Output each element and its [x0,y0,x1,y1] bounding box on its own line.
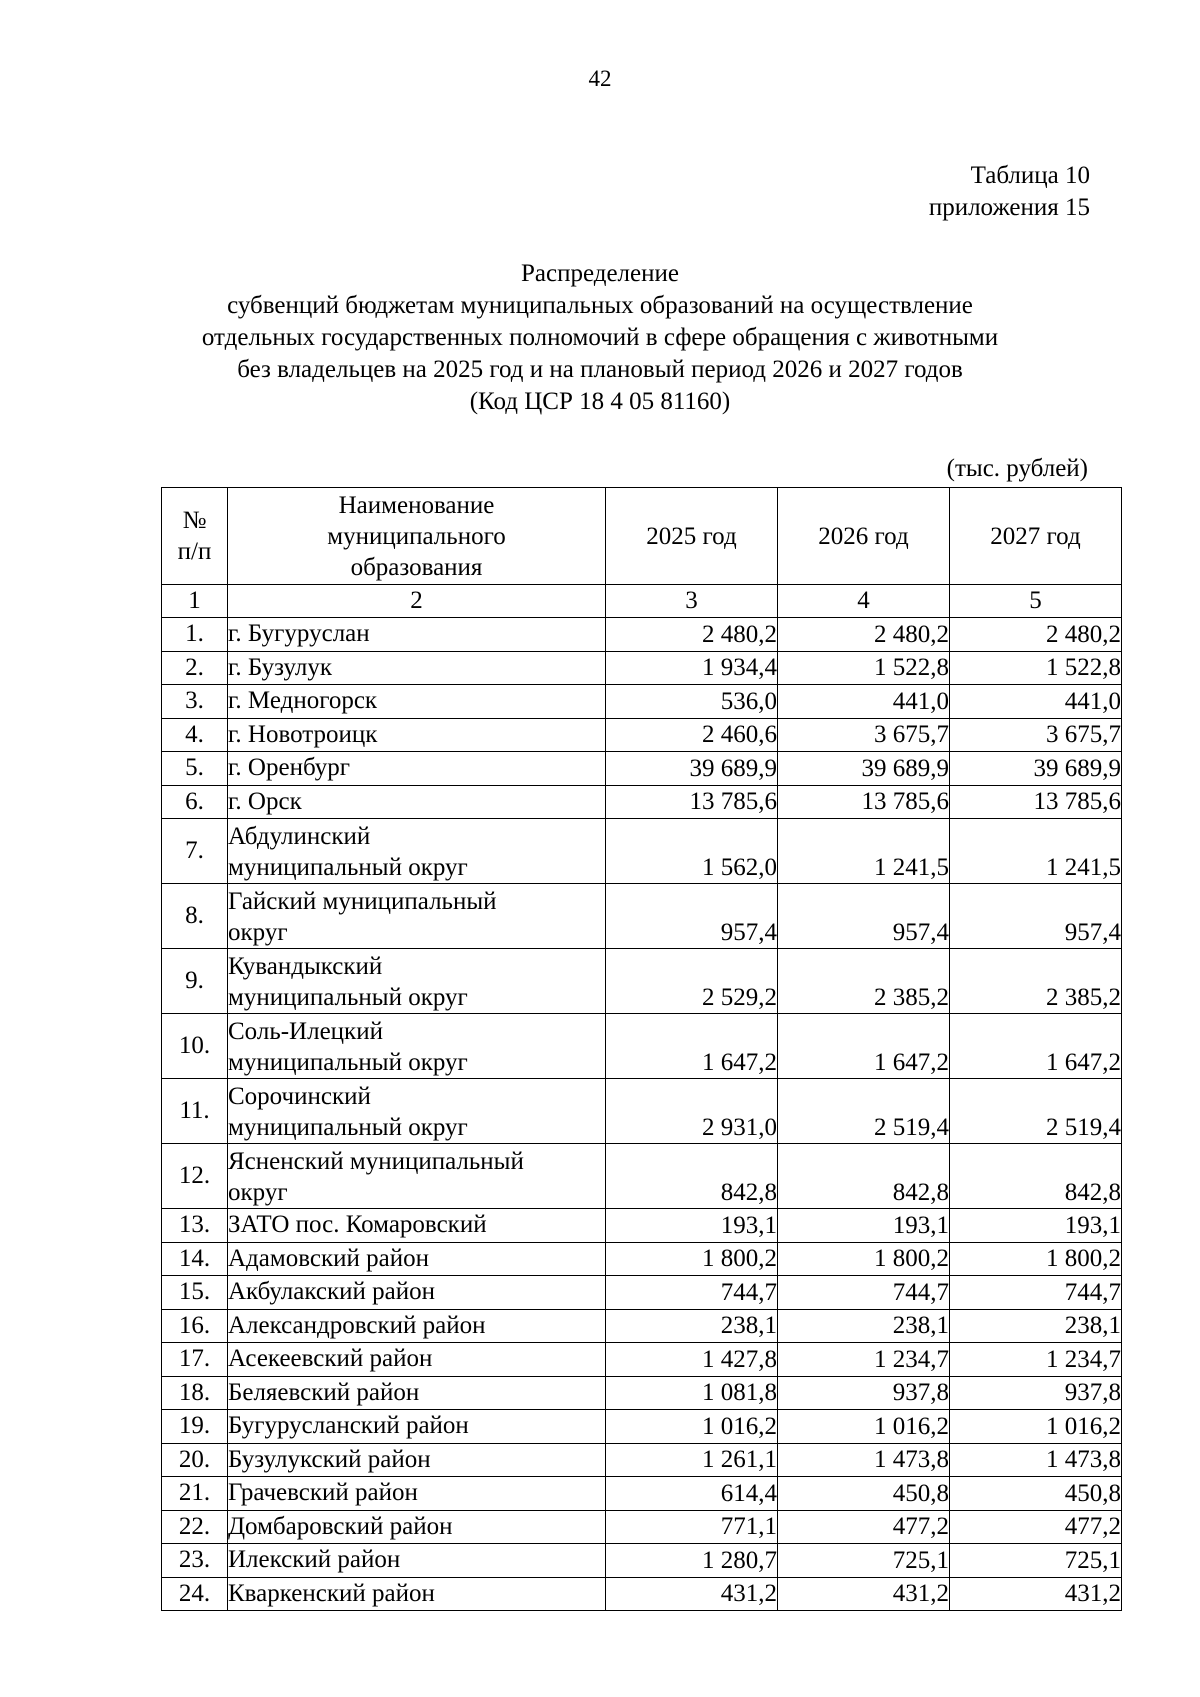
value-2027-cell: 937,8 [950,1376,1122,1410]
value-2025-cell: 1 081,8 [606,1376,778,1410]
value-2027-cell: 39 689,9 [950,752,1122,786]
value-2026-cell: 2 480,2 [778,618,950,652]
header-year-2026: 2026 год [778,488,950,585]
document-title [140,258,1060,418]
table-row [162,949,1122,1014]
header-year-2027: 2027 год [950,488,1122,585]
value-2025-cell: 957,4 [606,884,778,949]
row-number-cell: 18. [162,1376,228,1410]
value-2026-cell: 2 519,4 [778,1079,950,1144]
value-2025-cell: 1 016,2 [606,1410,778,1444]
row-number-cell: 11. [162,1079,228,1144]
value-2026-cell: 2 385,2 [778,949,950,1014]
value-2025-cell: 1 427,8 [606,1343,778,1377]
municipality-name-cell [228,884,606,949]
value-2025-cell: 1 934,4 [606,651,778,685]
municipality-name-line: г. Медногорск [228,687,378,715]
value-2025-cell: 2 480,2 [606,618,778,652]
municipality-name-cell [228,1014,606,1079]
column-index-cell: 3 [606,585,778,618]
value-2027-cell: 1 800,2 [950,1242,1122,1276]
value-2027-cell: 1 016,2 [950,1410,1122,1444]
value-2025-cell: 614,4 [606,1477,778,1511]
value-2025-cell: 13 785,6 [606,785,778,819]
municipality-name-line: муниципальный округ [228,984,468,1011]
municipality-name-cell [228,1242,606,1276]
municipality-name-cell [228,819,606,884]
value-2027-cell: 1 647,2 [950,1014,1122,1079]
value-2027-cell: 3 675,7 [950,718,1122,752]
municipality-name-cell [228,718,606,752]
municipality-name-line: г. Новотроицк [228,720,378,748]
row-number-cell: 22. [162,1510,228,1544]
municipality-name-cell [228,1410,606,1444]
value-2027-cell: 842,8 [950,1144,1122,1209]
municipality-name-cell [228,1144,606,1209]
value-2025-cell: 39 689,9 [606,752,778,786]
value-2026-cell: 1 522,8 [778,651,950,685]
value-2025-cell: 2 460,6 [606,718,778,752]
value-2027-cell: 450,8 [950,1477,1122,1511]
municipality-name-line: Гайский муниципальный [228,888,497,915]
table-row [162,1209,1122,1243]
municipality-name-line: Соль-Илецкий [228,1018,383,1045]
table-row [162,819,1122,884]
value-2025-cell: 744,7 [606,1276,778,1310]
value-2026-cell: 1 647,2 [778,1014,950,1079]
row-number-cell: 16. [162,1309,228,1343]
value-2026-cell: 937,8 [778,1376,950,1410]
title-line-2: субвенций бюджетам муниципальных образований на осуществление [227,292,973,319]
municipality-name-line: ЗАТО пос. Комаровский [228,1211,487,1239]
row-number-cell: 5. [162,752,228,786]
municipality-name-cell [228,1343,606,1377]
municipality-name-line: Беляевский район [228,1378,420,1406]
municipality-name-line: Бузулукский район [228,1445,431,1473]
row-number-cell: 24. [162,1577,228,1611]
value-2026-cell: 1 241,5 [778,819,950,884]
value-2026-cell: 477,2 [778,1510,950,1544]
title-line-5: (Код ЦСР 18 4 05 81160) [469,388,731,415]
municipality-name-cell [228,752,606,786]
table-row [162,1577,1122,1611]
table-row [162,1343,1122,1377]
row-number-cell: 9. [162,949,228,1014]
municipality-name-line: муниципальный округ [228,854,468,881]
table-row [162,1014,1122,1079]
municipality-name-cell [228,1577,606,1611]
municipality-name-cell [228,651,606,685]
value-2025-cell: 431,2 [606,1577,778,1611]
table-row [162,1443,1122,1477]
page-number: 42 [588,66,612,91]
table-row [162,718,1122,752]
distribution-table [161,487,1122,1611]
table-header-row [162,488,1122,585]
table-row [162,1242,1122,1276]
table-row [162,1510,1122,1544]
value-2027-cell: 238,1 [950,1309,1122,1343]
row-number-cell: 15. [162,1276,228,1310]
value-2025-cell: 2 529,2 [606,949,778,1014]
value-2026-cell: 193,1 [778,1209,950,1243]
municipality-name-cell [228,1544,606,1578]
value-2026-cell: 744,7 [778,1276,950,1310]
municipality-name-cell [228,618,606,652]
value-2026-cell: 238,1 [778,1309,950,1343]
value-2026-cell: 450,8 [778,1477,950,1511]
value-2027-cell: 1 473,8 [950,1443,1122,1477]
municipality-name-line: Асекеевский район [228,1345,433,1373]
column-index-cell: 2 [228,585,606,618]
municipality-name-line: Сорочинский [228,1083,371,1110]
value-2025-cell: 2 931,0 [606,1079,778,1144]
row-number-cell: 8. [162,884,228,949]
municipality-name-line: Кваркенский район [228,1579,435,1607]
municipality-name-cell [228,1276,606,1310]
value-2026-cell: 1 473,8 [778,1443,950,1477]
row-number-cell: 17. [162,1343,228,1377]
row-number-cell: 23. [162,1544,228,1578]
table-row [162,618,1122,652]
table-reference-line-1: Таблица 10 [970,162,1090,189]
value-2027-cell: 193,1 [950,1209,1122,1243]
municipality-name-line: г. Бугуруслан [228,620,370,648]
header-year-2025: 2025 год [606,488,778,585]
row-number-cell: 14. [162,1242,228,1276]
value-2027-cell: 1 522,8 [950,651,1122,685]
row-number-cell: 6. [162,785,228,819]
value-2026-cell: 1 234,7 [778,1343,950,1377]
header-municipality-name: Наименование муниципального образования [228,488,606,585]
value-2025-cell: 1 280,7 [606,1544,778,1578]
value-2026-cell: 441,0 [778,685,950,719]
municipality-name-line: Бугурусланский район [228,1412,469,1440]
value-2026-cell: 431,2 [778,1577,950,1611]
table-row [162,1410,1122,1444]
value-2025-cell: 1 562,0 [606,819,778,884]
municipality-name-line: г. Орск [228,787,302,815]
municipality-name-line: Кувандыкский [228,953,383,980]
municipality-name-line: муниципальный округ [228,1114,468,1141]
title-line-4: без владельцев на 2025 год и на плановый период 2026 и 2027 годов [237,356,963,383]
municipality-name-cell [228,1309,606,1343]
value-2027-cell: 2 519,4 [950,1079,1122,1144]
value-2027-cell: 477,2 [950,1510,1122,1544]
municipality-name-cell [228,949,606,1014]
value-2025-cell: 536,0 [606,685,778,719]
units-label: (тыс. рублей) [946,455,1088,482]
column-index-cell: 5 [950,585,1122,618]
municipality-name-line: Абдулинский [228,823,371,850]
value-2026-cell: 13 785,6 [778,785,950,819]
municipality-name-line: округ [228,919,288,946]
column-index-row [162,585,1122,618]
title-line-3: отдельных государственных полномочий в сфере обращения с животными [201,324,999,351]
row-number-cell: 7. [162,819,228,884]
municipality-name-line: Домбаровский район [228,1512,453,1540]
value-2026-cell: 957,4 [778,884,950,949]
table-row [162,1079,1122,1144]
table-row [162,1544,1122,1578]
municipality-name-cell [228,785,606,819]
value-2027-cell: 441,0 [950,685,1122,719]
value-2027-cell: 431,2 [950,1577,1122,1611]
value-2025-cell: 1 647,2 [606,1014,778,1079]
value-2025-cell: 771,1 [606,1510,778,1544]
title-line-1: Распределение [521,260,679,287]
table-row [162,1144,1122,1209]
value-2027-cell: 744,7 [950,1276,1122,1310]
row-number-cell: 2. [162,651,228,685]
table-reference-line-2: приложения 15 [928,194,1090,221]
row-number-cell: 13. [162,1209,228,1243]
municipality-name-line: Грачевский район [228,1479,418,1507]
column-index-cell: 1 [162,585,228,618]
value-2026-cell: 725,1 [778,1544,950,1578]
header-number: № п/п [162,488,228,585]
municipality-name-line: г. Бузулук [228,653,333,681]
value-2027-cell: 725,1 [950,1544,1122,1578]
table-row [162,1276,1122,1310]
table-row [162,651,1122,685]
value-2026-cell: 842,8 [778,1144,950,1209]
municipality-name-cell [228,1477,606,1511]
value-2025-cell: 1 800,2 [606,1242,778,1276]
value-2027-cell: 13 785,6 [950,785,1122,819]
table-row [162,752,1122,786]
municipality-name-cell [228,1209,606,1243]
row-number-cell: 21. [162,1477,228,1511]
value-2025-cell: 842,8 [606,1144,778,1209]
value-2025-cell: 1 261,1 [606,1443,778,1477]
table-row [162,1309,1122,1343]
row-number-cell: 3. [162,685,228,719]
value-2027-cell: 1 241,5 [950,819,1122,884]
row-number-cell: 1. [162,618,228,652]
municipality-name-cell [228,685,606,719]
value-2027-cell: 957,4 [950,884,1122,949]
value-2026-cell: 1 016,2 [778,1410,950,1444]
municipality-name-cell [228,1079,606,1144]
value-2025-cell: 193,1 [606,1209,778,1243]
row-number-cell: 20. [162,1443,228,1477]
table-row [162,685,1122,719]
municipality-name-line: Ясненский муниципальный [228,1148,524,1175]
value-2025-cell: 238,1 [606,1309,778,1343]
municipality-name-line: г. Оренбург [228,754,350,782]
table-row [162,785,1122,819]
row-number-cell: 12. [162,1144,228,1209]
value-2027-cell: 1 234,7 [950,1343,1122,1377]
municipality-name-line: округ [228,1179,288,1206]
municipality-name-line: Акбулакский район [228,1278,435,1306]
municipality-name-line: Адамовский район [228,1244,429,1272]
row-number-cell: 4. [162,718,228,752]
municipality-name-line: Александровский район [228,1311,486,1339]
row-number-cell: 19. [162,1410,228,1444]
municipality-name-line: муниципальный округ [228,1049,468,1076]
municipality-name-cell [228,1376,606,1410]
table-row [162,884,1122,949]
value-2027-cell: 2 385,2 [950,949,1122,1014]
value-2026-cell: 1 800,2 [778,1242,950,1276]
value-2026-cell: 3 675,7 [778,718,950,752]
table-row [162,1477,1122,1511]
value-2026-cell: 39 689,9 [778,752,950,786]
municipality-name-cell [228,1443,606,1477]
table-reference [929,160,1090,224]
municipality-name-cell [228,1510,606,1544]
value-2027-cell: 2 480,2 [950,618,1122,652]
column-index-cell: 4 [778,585,950,618]
municipality-name-line: Илекский район [228,1546,401,1574]
row-number-cell: 10. [162,1014,228,1079]
table-row [162,1376,1122,1410]
